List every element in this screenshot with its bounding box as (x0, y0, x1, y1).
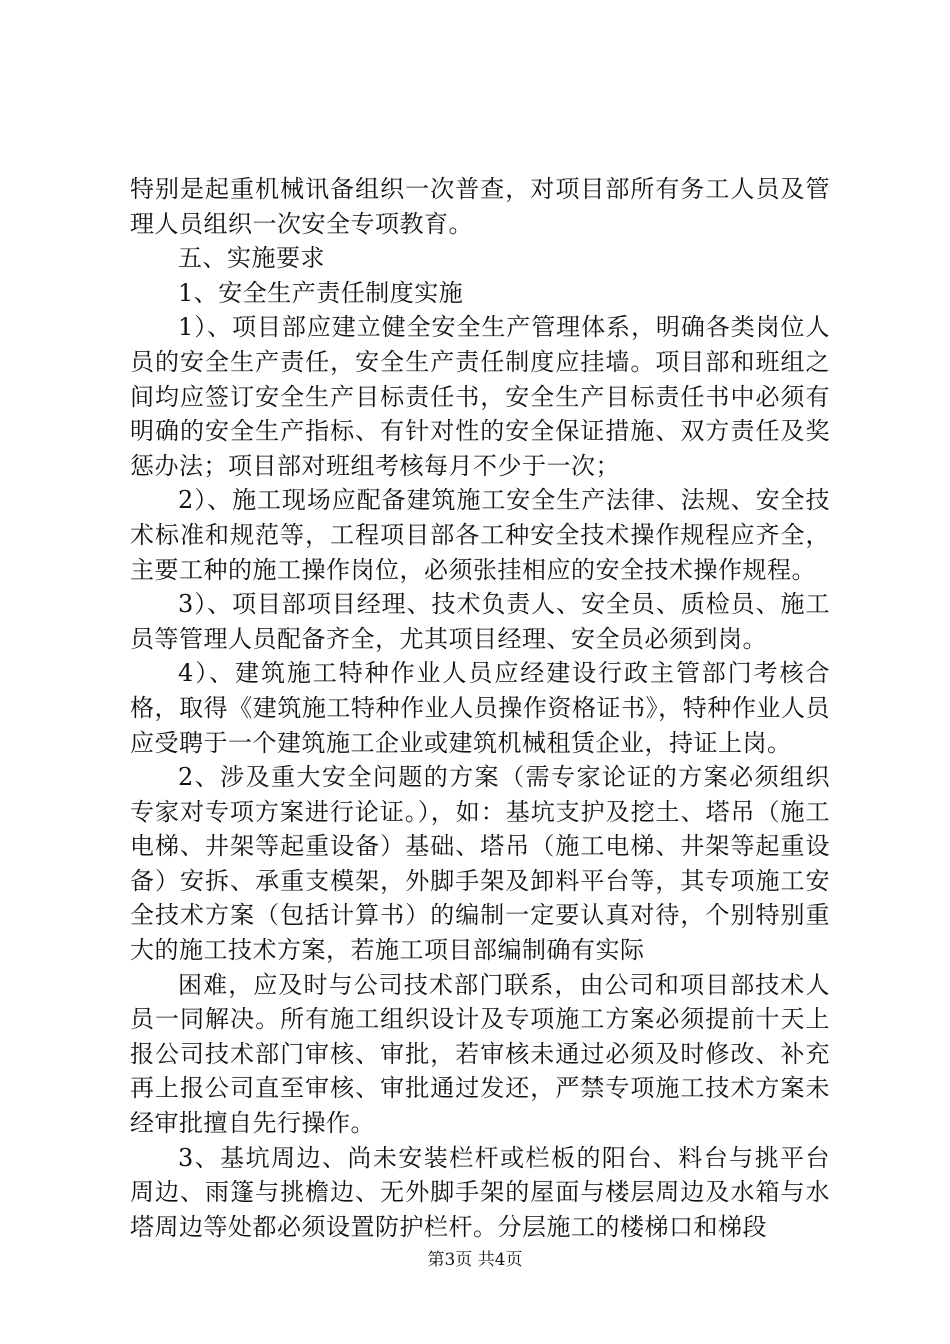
section-heading: 五、实施要求 (178, 244, 325, 273)
paragraph-item-2: 2）、施工现场应配备建筑施工安全生产法律、法规、安全技术标准和规范等，工程项目部各工种安全技术操作规程应齐全，主要工种的施工操作岗位，必须张挂相应的安全技术操作规程。 (130, 486, 830, 584)
subsection-heading: 1、安全生产责任制度实施 (178, 278, 464, 307)
paragraph-section-2-continued: 困难，应及时与公司技术部门联系，由公司和项目部技术人员一同解决。所有施工组织设计及专项施工方案必须提前十天上报公司技术部门审核、审批，若审核未通过必须及时修改、补充再上报公司直至审核、审批通过发还，严禁专项施工技术方案未经审批擅自先行操作。 (130, 970, 830, 1138)
paragraph-continuation: 特别是起重机械讯备组织一次普查，对项目部所有务工人员及管理人员组织一次安全专项教育。 (130, 175, 830, 238)
page-number-footer: 第3页 共4页 (427, 1250, 523, 1270)
paragraph-section-3: 3、基坑周边、尚未安装栏杆或栏板的阳台、料台与挑平台周边、雨篷与挑檐边、无外脚手架的屋面与楼层周边及水箱与水塔周边等处都必须设置防护栏杆。分层施工的楼梯口和梯段 (130, 1143, 830, 1241)
paragraph-item-4: 4）、建筑施工特种作业人员应经建设行政主管部门考核合格，取得《建筑施工特种作业人员操作资格证书》，特种作业人员应受聘于一个建筑施工企业或建筑机械租赁企业，持证上岗。 (130, 659, 830, 757)
paragraph-item-1: 1）、项目部应建立健全安全生产管理体系，明确各类岗位人员的安全生产责任，安全生产责任制度应挂墙。项目部和班组之间均应签订安全生产目标责任书，安全生产目标责任书中必须有明确的安全生产指标、有针对性的安全保证措施、双方责任及奖惩办法；项目部对班组考核每月不少于一次； (130, 313, 830, 480)
paragraph-item-3: 3）、项目部项目经理、技术负责人、安全员、质检员、施工员等管理人员配备齐全，尤其项目经理、安全员必须到岗。 (130, 590, 830, 653)
document-body (130, 172, 830, 1244)
paragraph-section-2: 2、涉及重大安全问题的方案（需专家论证的方案必须组织专家对专项方案进行论证。），如：基坑支护及挖土、塔吊（施工电梯、井架等起重设备）基础、塔吊（施工电梯、井架等起重设备）安拆、承重支模架，外脚手架及卸料平台等，其专项施工安全技术方案（包括计算书）的编制一定要认真对待，个别特别重大的施工技术方案，若施工项目部编制确有实际 (130, 763, 830, 965)
